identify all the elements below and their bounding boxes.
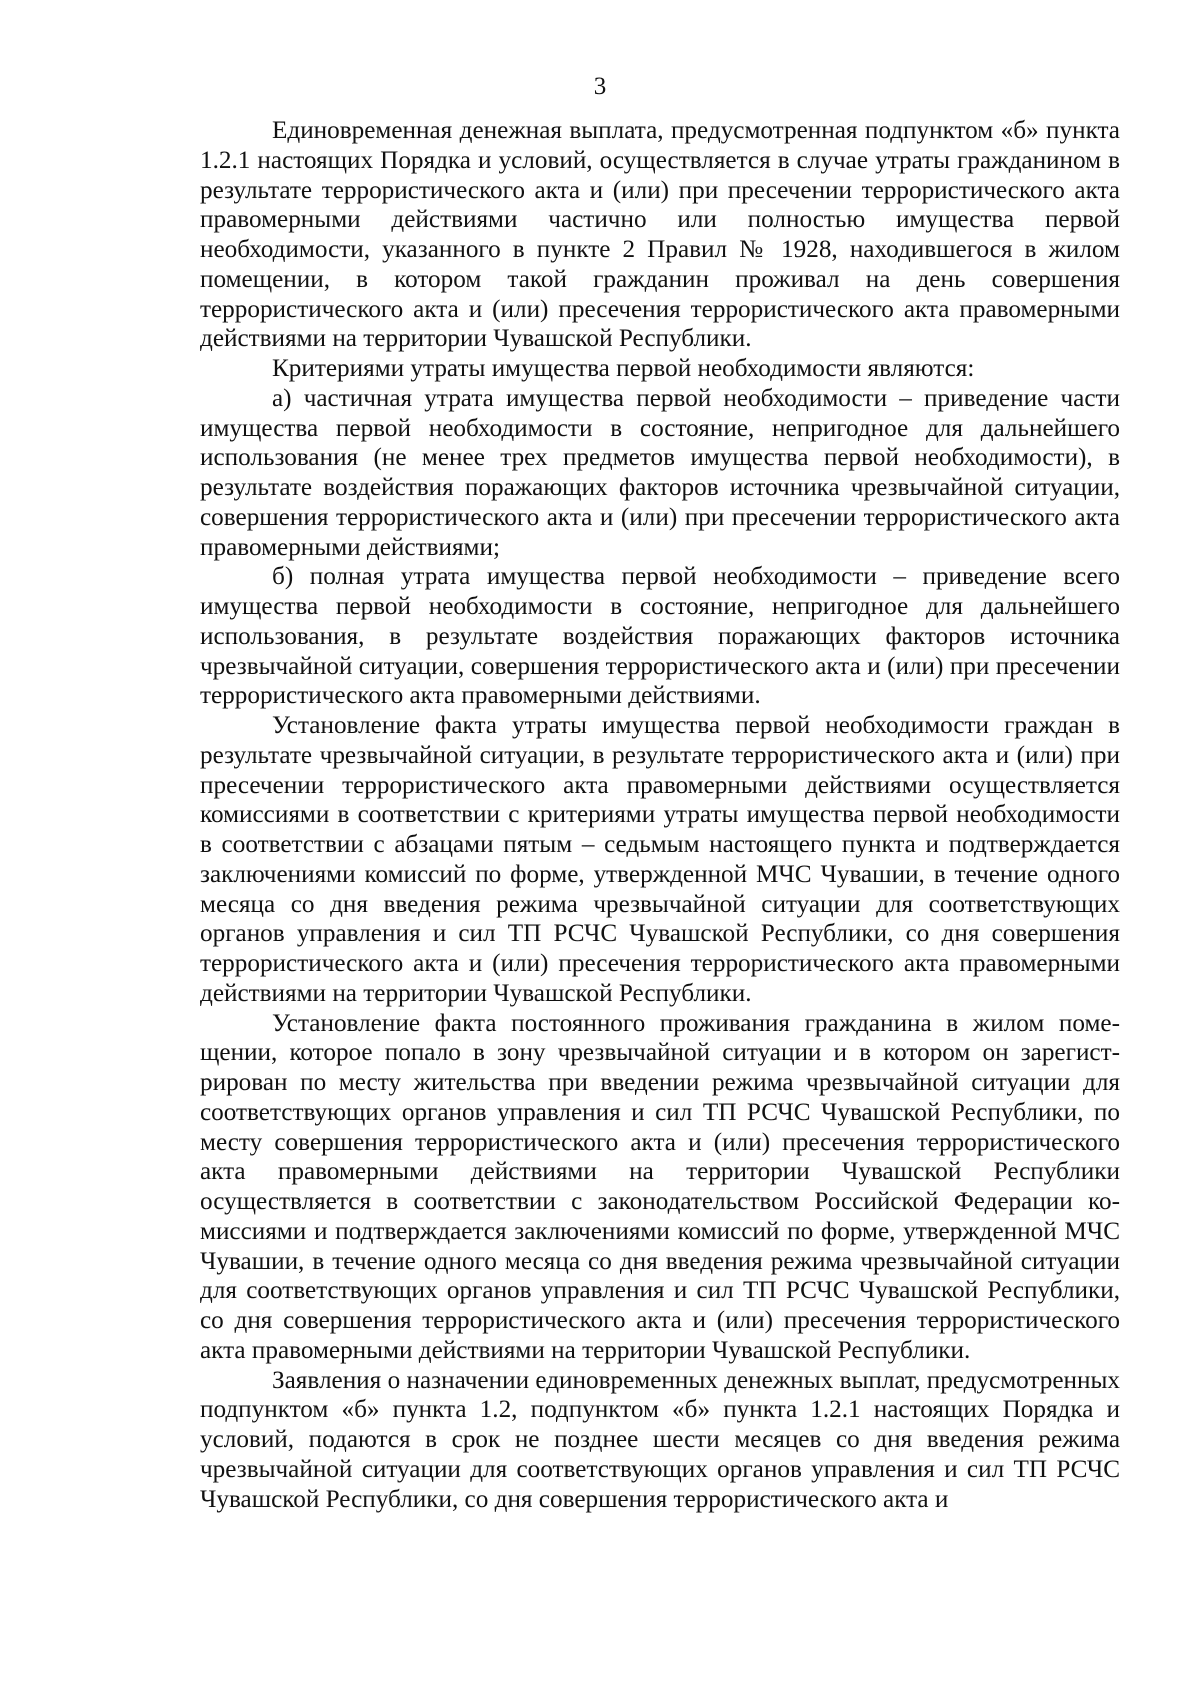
paragraph-full-loss: б) полная утрата имущества первой необходимости – приведение всего имущества первой необходимости в состояние, непригодное для дальнейшего использования, в результате воздействия поражающих факторов источника чрезвычайной ситуации, совершения террористического акта и (или) при пресечении террористического акта правомерными действиями. — [200, 563, 1120, 710]
page-number: 3 — [593, 73, 607, 100]
paragraph-residence-fact-establishment: Установление факта постоянного проживания гражданина в жилом помещении, которое попало в зону чрезвычайной ситуации и в котором он зарегистрирован по месту жительства при введении режима чрезвычайной ситуации для соответствующих органов управления и сил ТП РСЧС Чувашской Республики, по месту совершения террористического акта и (или) пресечения террористического акта правомерными действиями на территории Чувашской Республики осуществляется в соответствии с законодательством Российской Федерации комиссиями и подтверждается заключениями комиссий по форме, утвержденной МЧС Чувашии, в течение одного месяца со дня введения режима чрезвычайной ситуации для соответствующих органов управления и сил ТП РСЧС Чувашской Республики, со дня совершения террористического акта и (или) пресечения террористического акта правомерными действиями на территории Чувашской Республики. — [200, 1009, 1120, 1364]
paragraph-payment-conditions: Единовременная денежная выплата, предусмотренная подпунктом «б» пункта 1.2.1 настоящих Порядка и условий, осуществляется в случае утраты гражданином в результате террористического акта и (или) при пресечении террористического акта правомерными действиями частично или полностью имущества первой необходимости, указанного в пункте 2 Правил № 1928, находившегося в жилом помещении, в котором такой гражданин проживал на день совершения террористического акта и (или) пресечения террористического акта правомерными действиями на территории Чувашской Республики. — [200, 117, 1120, 353]
paragraph-loss-fact-establishment: Установление факта утраты имущества первой необходимости граждан в результате чрезвычайной ситуации, в результате террористического акта и (или) при пресечении террористического акта правомерными действиями осуществляется комиссиями в соответствии с критериями утраты имущества первой необходимости в соответствии с абзацами пятым – седьмым настоящего пункта и подтверждается заключениями комиссий по форме, утвержденной МЧС Чувашии, в течение одного месяца со дня введения режима чрезвычайной ситуации для соответствующих органов управления и сил ТП РСЧС Чувашской Республики, со дня совершения террористического акта и (или) пресечения террористического акта правомерными действиями на территории Чувашской Республики. — [200, 712, 1120, 1007]
paragraph-loss-criteria-intro: Критериями утраты имущества первой необходимости являются: — [272, 355, 975, 382]
paragraph-application-deadline: Заявления о назначении единовременных денежных выплат, предусмотренных подпунктом «б» пункта 1.2, подпунктом «б» пункта 1.2.1 настоящих Порядка и условий, подаются в срок не позднее шести месяцев со дня введения режима чрезвычайной ситуации для соответствующих органов управления и сил ТП РСЧС Чувашской Республики, со дня совершения террористического акта и — [200, 1366, 1120, 1513]
document-body — [200, 116, 1120, 1514]
paragraph-partial-loss: а) частичная утрата имущества первой необходимости – приведение части имущества первой необходимости в состояние, непригодное для дальнейшего использования (не менее трех предметов имущества первой необходимости), в результате воздействия поражающих факторов источника чрезвычайной ситуации, совершения террористического акта и (или) при пресечении террористического акта правомерными действиями; — [200, 384, 1120, 561]
